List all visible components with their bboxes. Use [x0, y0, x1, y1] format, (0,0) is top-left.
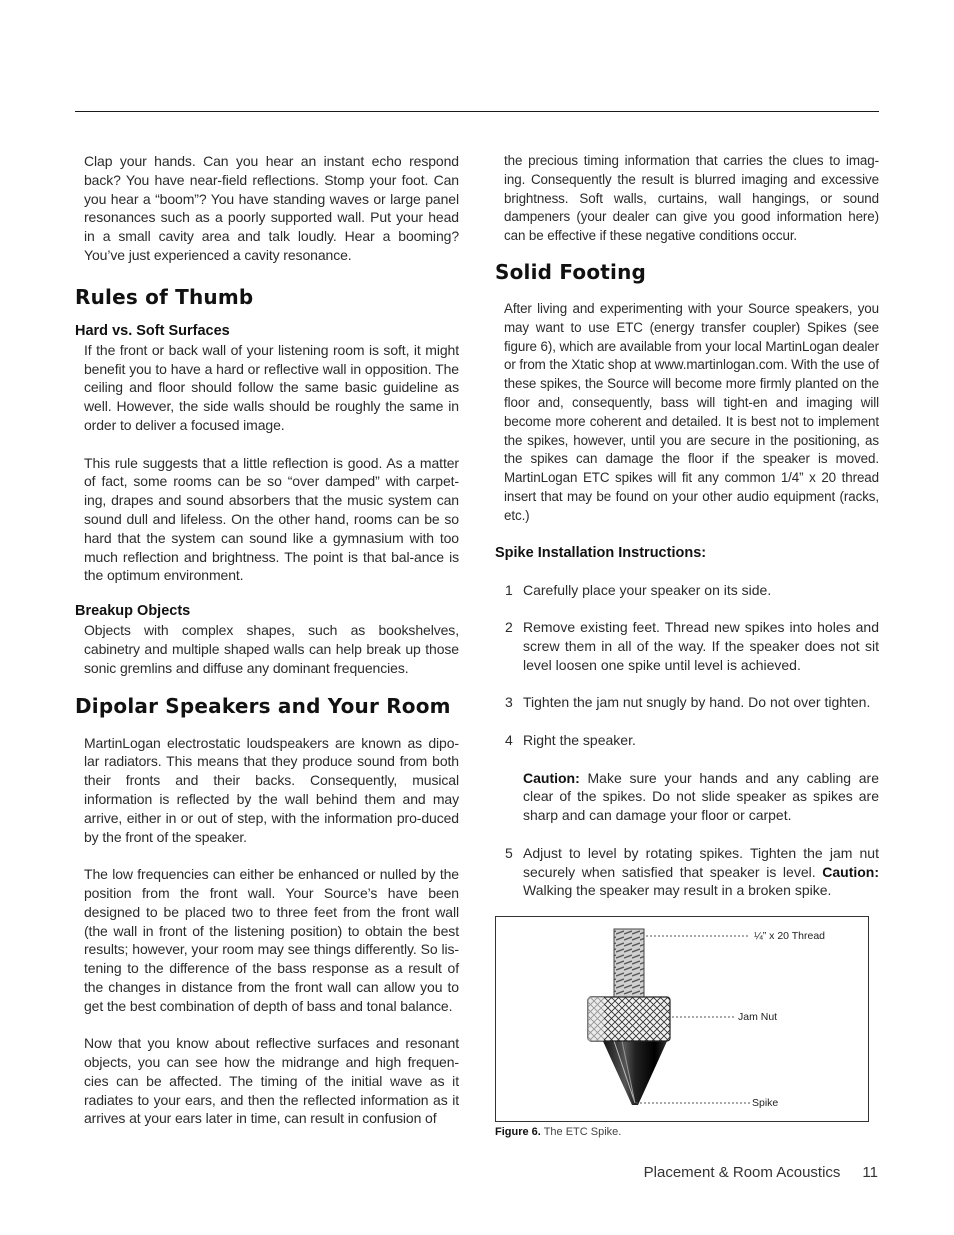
- spike-cone: [602, 1039, 668, 1105]
- caution-label: Caution:: [523, 769, 580, 786]
- step-5: 5 Adjust to level by rotating spikes. Tighten the jam nut securely when satisfied that speaker is level. Caution: Walking the speaker may result in a broken spike.: [505, 844, 880, 899]
- step-1: 1 Carefully place your speaker on its side.: [505, 581, 772, 598]
- thread-label: ¼” x 20 Thread: [754, 930, 826, 942]
- thread-shaft: [614, 929, 644, 999]
- rules-of-thumb-heading: Rules of Thumb: [75, 284, 254, 309]
- intro-paragraph: Clap your hands. Can you hear an instant echo respond back? You have near-field reflections. Stomp your foot. Can you hear a “boom”? You have standing waves or large panel resonances such as a poorly supported wall. Put your head in a small cavity area and talk loudly. Hear a booming? You’ve just experienced a cavity resonance.: [84, 153, 459, 263]
- solid-footing-paragraph: After living and experimenting with your Source speakers, you may want to use ETC (energy transfer coupler) Spikes (see figure 6), which are available from your local MartinLogan dealer or from the Xtatic shop at www.martinlogan.com. With the use of these spikes, the Source will become more firmly planted on the floor and, consequently, bass will tight-en and imaging will become more coherent and detailed. It is best not to implement the spikes, however, until you are secure in the positioning, as the spikes can damage the floor if the speaker is moved. MartinLogan ETC spikes will fit any common 1/4” x 20 thread insert that may be found on your other audio equipment (racks, etc.): [504, 300, 879, 523]
- figure-caption-label: Figure 6.: [495, 1126, 541, 1138]
- caution-label: Caution:: [822, 863, 880, 880]
- step-3: 3 Tighten the jam nut snugly by hand. Do not over tighten.: [505, 694, 871, 711]
- step-2: 2 Remove existing feet. Thread new spikes into holes and screw them in all of the way. If the speaker does not sit level loosen one spike until level is achieved.: [505, 619, 879, 673]
- dipolar-paragraph-3-continued: the precious timing information that carries the clues to imag-ing. Consequently the result is blurred imaging and excessive brightness. Soft walls, curtains, wall hangings, or sound dampeners (your dealer can give you good information here) can be effective if these negative conditions occur.: [504, 153, 879, 244]
- header-rule: [75, 111, 879, 112]
- solid-footing-heading: Solid Footing: [495, 259, 647, 284]
- step-4-caution: Caution: Make sure your hands and any cabling are clear of the spikes. Do not slide speaker as spikes are sharp and can damage your floor or carpet.: [523, 769, 879, 824]
- jam-nut-label: Jam Nut: [738, 1011, 778, 1023]
- page-footer: [644, 1164, 878, 1181]
- breakup-objects-heading: Breakup Objects: [75, 603, 191, 620]
- breakup-objects-paragraph: Objects with complex shapes, such as bookshelves, cabinetry and multiple shaped walls can help break up those sonic gremlins and diffuse any dominant frequencies.: [84, 622, 459, 676]
- etc-spike-illustration: [496, 917, 868, 1121]
- hard-soft-paragraph-2: This rule suggests that a little reflection is good. As a matter of fact, some rooms can be so “over damped” with carpet-ing, drapes and sound absorbers that the music system can sound dull and lifeless. On the other hand, rooms can be so hard that the system can sound like a gymnasium with too much reflection and brightness. The point is that bal-ance is the optimum environment.: [84, 454, 459, 584]
- hard-soft-heading: Hard vs. Soft Surfaces: [75, 322, 230, 339]
- dipolar-paragraph-3: Now that you know about reflective surfaces and resonant objects, you can see how the midrange and high frequen-cies can be affected. The timing of the initial wave as it radiates to your ears, and then the reflected information as it arrives at your ears later in time, can result in confusion of: [84, 1035, 459, 1127]
- spike-label: Spike: [752, 1097, 779, 1109]
- spike-instructions-heading: Spike Installation Instructions:: [495, 544, 707, 561]
- figure-caption-text: The ETC Spike.: [543, 1126, 622, 1138]
- figure-caption: [495, 1126, 621, 1138]
- dipolar-paragraph-2: The low frequencies can either be enhanced or nulled by the position from the front wall. Your Source’s have been designed to be placed two to three feet from the front wall (the wall in front of the listening position) to obtain the best results; however, your room may see things differently. So lis-tening to the difference of the bass response as a result of the changes in distance from the front wall can allow you to get the best combination of depth of bass and tonal balance.: [84, 866, 459, 1014]
- etc-spike-figure: [495, 916, 869, 1122]
- step-4: 4 Right the speaker.: [505, 731, 636, 748]
- dipolar-paragraph-1: MartinLogan electrostatic loudspeakers are known as dipo-lar radiators. This means that they produce sound from both their fronts and their backs. Consequently, musical information is reflected by the wall behind them and may arrive, either in or out of step, with the information pro-duced by the front of the speaker.: [84, 734, 459, 845]
- dipolar-heading: Dipolar Speakers and Your Room: [75, 693, 451, 718]
- left-column: [75, 152, 459, 1128]
- footer-section-title: Placement & Room Acoustics: [643, 1164, 841, 1181]
- right-column: [495, 152, 879, 900]
- page-number: 11: [862, 1164, 878, 1181]
- hard-soft-paragraph-1: If the front or back wall of your listening room is soft, it might benefit you to have a hard or reflective wall in opposition. The ceiling and floor should follow the same basic guideline as well. However, the side walls should be roughly the same in order to deliver a focused image.: [84, 341, 459, 433]
